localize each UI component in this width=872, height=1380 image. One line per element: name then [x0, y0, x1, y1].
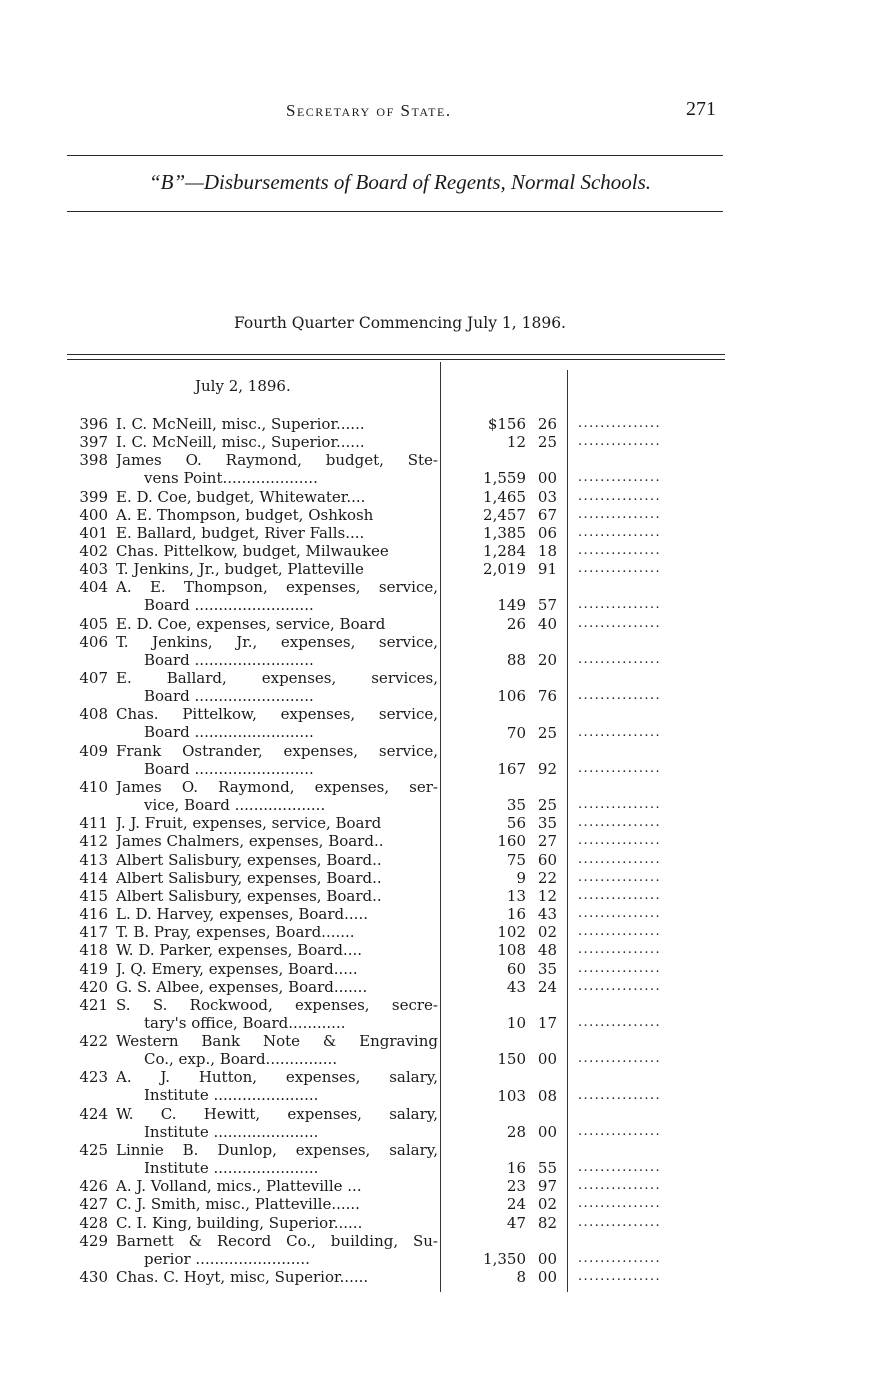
amount-cents: 00	[537, 1050, 557, 1069]
amount-dollars: 35	[506, 796, 526, 815]
voucher-number: 396	[79, 415, 108, 433]
quarter-heading: Fourth Quarter Commencing July 1, 1896.	[234, 314, 566, 332]
payee-description	[116, 669, 438, 705]
description-line: E. Ballard, expenses, services,	[116, 669, 438, 688]
payee-description	[116, 778, 438, 814]
description-line: I. C. McNeill, misc., Superior......	[116, 415, 365, 433]
amount-dollars: 160	[497, 832, 526, 851]
voucher-number: 416	[79, 905, 108, 924]
voucher-number: 422	[79, 1032, 108, 1051]
leader-dots: ...............	[578, 833, 661, 849]
amount-cents: 20	[537, 650, 557, 669]
payee-description	[116, 832, 438, 850]
voucher-number: 426	[79, 1177, 108, 1196]
description-line: S. S. Rockwood, expenses, secre-	[116, 995, 438, 1014]
column-divider-amount	[567, 370, 568, 1292]
description-line: J. J. Fruit, expenses, service, Board	[116, 814, 382, 833]
amount-cents: 02	[537, 1195, 557, 1214]
voucher-number: 404	[79, 578, 108, 597]
description-line: Chas. Pittelkow, expenses, service,	[116, 705, 438, 724]
amount-dollars: 16	[506, 905, 526, 924]
payee-description	[116, 1105, 438, 1141]
page-number: 271	[686, 98, 716, 120]
leader-dots: ...............	[578, 1214, 661, 1230]
payee-description	[116, 506, 438, 524]
amount-cents: 55	[537, 1159, 557, 1178]
leader-dots: ...............	[578, 815, 661, 831]
description-line: C. J. Smith, misc., Platteville......	[116, 1195, 360, 1214]
leader-dots: ...............	[578, 615, 661, 631]
payee-description	[116, 488, 438, 506]
payee-description	[116, 887, 438, 905]
leader-dots: ...............	[578, 1178, 661, 1194]
voucher-number: 410	[79, 778, 108, 796]
payee-description	[116, 923, 438, 941]
description-line: Albert Salisbury, expenses, Board..	[116, 850, 382, 869]
voucher-number: 402	[79, 542, 108, 561]
amount-dollars: 1,465	[483, 487, 526, 506]
description-line: James O. Raymond, expenses, ser-	[116, 778, 438, 796]
payee-description	[116, 560, 438, 578]
description-line: E. D. Coe, expenses, service, Board	[116, 614, 386, 633]
leader-dots: ...............	[578, 1123, 661, 1139]
payee-description	[116, 1177, 438, 1195]
payee-description	[116, 941, 438, 959]
voucher-number: 420	[79, 977, 108, 996]
amount-cents: 00	[537, 1268, 557, 1287]
leader-dots: ...............	[578, 924, 661, 940]
description-line: A. E. Thompson, expenses, service,	[116, 578, 438, 597]
voucher-number: 428	[79, 1213, 108, 1232]
voucher-number: 430	[79, 1268, 108, 1287]
voucher-number: 405	[79, 614, 108, 633]
leader-dots: ...............	[578, 416, 661, 431]
amount-dollars: 108	[497, 941, 526, 960]
amount-cents: 06	[537, 523, 557, 542]
amount-dollars: 75	[506, 850, 526, 869]
description-line: Board .........................	[144, 723, 314, 742]
rule-top	[67, 155, 723, 156]
description-line: vice, Board ...................	[144, 796, 326, 814]
amount-dollars: 1,559	[483, 469, 526, 488]
amount-dollars: 2,019	[483, 560, 526, 579]
description-line: E. D. Coe, budget, Whitewater....	[116, 487, 366, 506]
description-line: James O. Raymond, budget, Ste-	[116, 451, 438, 470]
amount-cents: 35	[537, 814, 557, 833]
amount-dollars: 56	[506, 814, 526, 833]
payee-description	[116, 542, 438, 560]
payee-description	[116, 705, 438, 741]
leader-dots: ...............	[578, 561, 661, 577]
description-line: G. S. Albee, expenses, Board.......	[116, 977, 368, 996]
amount-cents: 00	[537, 1249, 557, 1268]
amount-dollars: 102	[497, 923, 526, 942]
leader-dots: ...............	[578, 760, 661, 776]
table-title: “B”—Disbursements of Board of Regents, Normal Schools.	[148, 170, 652, 194]
amount-cents: 60	[537, 850, 557, 869]
amount-dollars: 88	[506, 650, 526, 669]
voucher-number: 427	[79, 1195, 108, 1214]
description-line: T. Jenkins, Jr., budget, Platteville	[116, 560, 364, 579]
payee-description	[116, 524, 438, 542]
leader-dots: ...............	[578, 488, 661, 504]
amount-cents: 18	[537, 542, 557, 561]
voucher-number: 421	[79, 995, 108, 1014]
voucher-number: 415	[79, 886, 108, 905]
double-rule-lower	[67, 359, 725, 360]
payee-description	[116, 1141, 438, 1177]
amount-cents: 02	[537, 923, 557, 942]
payee-description	[116, 451, 438, 487]
voucher-number: 429	[79, 1231, 108, 1250]
payee-description	[116, 1232, 438, 1268]
amount-cents: 24	[537, 977, 557, 996]
amount-cents: 97	[537, 1177, 557, 1196]
description-line: Chas. C. Hoyt, misc, Superior......	[116, 1268, 369, 1287]
amount-cents: 22	[537, 868, 557, 887]
amount-dollars: 8	[516, 1268, 526, 1287]
voucher-number: 406	[79, 632, 108, 651]
description-line: E. Ballard, budget, River Falls....	[116, 523, 365, 542]
description-line: Institute ......................	[144, 1159, 319, 1177]
payee-description	[116, 578, 438, 614]
payee-description	[116, 905, 438, 923]
amount-cents: 03	[537, 487, 557, 506]
voucher-number: 413	[79, 850, 108, 869]
payee-description	[116, 960, 438, 978]
payee-description	[116, 869, 438, 887]
payee-description	[116, 996, 438, 1032]
description-line: A. J. Volland, mics., Platteville ...	[116, 1177, 362, 1196]
amount-dollars: 149	[497, 596, 526, 615]
amount-dollars: 1,350	[483, 1249, 526, 1268]
amount-dollars: 1,284	[483, 542, 526, 561]
leader-dots: ...............	[578, 434, 661, 450]
leader-dots: ...............	[578, 851, 661, 867]
running-title: Secretary of State.	[286, 101, 452, 120]
amount-cents: 00	[537, 469, 557, 488]
amount-cents: 67	[537, 505, 557, 524]
description-line: I. C. McNeill, misc., Superior......	[116, 433, 365, 452]
amount-cents: 91	[537, 560, 557, 579]
date-heading: July 2, 1896.	[195, 377, 291, 395]
amount-dollars: 16	[506, 1159, 526, 1178]
leader-dots: ...............	[578, 1269, 661, 1285]
description-line: tary's office, Board............	[144, 1013, 346, 1032]
voucher-number: 403	[79, 560, 108, 579]
amount-cents: 43	[537, 905, 557, 924]
voucher-number: 401	[79, 523, 108, 542]
leader-dots: ...............	[578, 470, 661, 486]
running-head	[0, 98, 872, 127]
description-line: James Chalmers, expenses, Board..	[116, 832, 384, 851]
amount-dollars: 150	[497, 1050, 526, 1069]
payee-description	[116, 1195, 438, 1213]
description-line: Frank Ostrander, expenses, service,	[116, 741, 438, 760]
leader-dots: ...............	[578, 543, 661, 559]
amount-cents: 57	[537, 596, 557, 615]
description-line: T. B. Pray, expenses, Board.......	[116, 923, 355, 942]
leader-dots: ...............	[578, 688, 661, 704]
description-line: Board .........................	[144, 759, 314, 778]
description-line: Board .........................	[144, 596, 314, 615]
leader-dots: ...............	[578, 978, 661, 994]
amount-dollars: 2,457	[483, 505, 526, 524]
payee-description	[116, 814, 438, 832]
description-line: Albert Salisbury, expenses, Board..	[116, 868, 382, 887]
payee-description	[116, 851, 438, 869]
voucher-number: 418	[79, 941, 108, 960]
payee-description	[116, 742, 438, 778]
amount-cents: 00	[537, 1122, 557, 1141]
leader-dots: ...............	[578, 797, 661, 813]
leader-dots: ...............	[578, 960, 661, 976]
description-line: L. D. Harvey, expenses, Board.....	[116, 905, 368, 924]
payee-description	[116, 1268, 438, 1286]
amount-cents: 40	[537, 614, 557, 633]
double-rule-upper	[67, 354, 725, 355]
amount-dollars: 10	[506, 1013, 526, 1032]
amount-dollars: 28	[506, 1122, 526, 1141]
voucher-number: 398	[79, 451, 108, 470]
payee-description	[116, 1214, 438, 1232]
description-line: Albert Salisbury, expenses, Board..	[116, 886, 382, 905]
amount-dollars: 70	[506, 723, 526, 742]
amount-dollars: 43	[506, 977, 526, 996]
leader-dots: ...............	[578, 869, 661, 885]
amount-dollars: $156	[487, 415, 526, 433]
description-line: W. C. Hewitt, expenses, salary,	[116, 1104, 438, 1123]
leader-dots: ...............	[578, 906, 661, 922]
voucher-number: 414	[79, 868, 108, 887]
amount-cents: 48	[537, 941, 557, 960]
description-line: A. E. Thompson, budget, Oshkosh	[116, 505, 374, 524]
amount-dollars: 103	[497, 1086, 526, 1105]
description-line: Western Bank Note & Engraving	[116, 1032, 438, 1051]
voucher-number: 399	[79, 487, 108, 506]
description-line: Barnett & Record Co., building, Su-	[116, 1231, 438, 1250]
amount-dollars: 47	[506, 1213, 526, 1232]
amount-cents: 92	[537, 759, 557, 778]
description-line: W. D. Parker, expenses, Board....	[116, 941, 363, 960]
leader-dots: ...............	[578, 1250, 661, 1266]
amount-cents: 35	[537, 959, 557, 978]
description-line: Institute ......................	[144, 1086, 319, 1105]
voucher-number: 423	[79, 1068, 108, 1087]
leader-dots: ...............	[578, 506, 661, 522]
amount-cents: 08	[537, 1086, 557, 1105]
leader-dots: ...............	[578, 524, 661, 540]
voucher-number: 397	[79, 433, 108, 452]
amount-cents: 76	[537, 687, 557, 706]
leader-dots: ...............	[578, 887, 661, 903]
amount-dollars: 167	[497, 759, 526, 778]
amount-cents: 25	[537, 796, 557, 815]
description-line: vens Point....................	[144, 469, 318, 488]
payee-description	[116, 978, 438, 996]
amount-cents: 17	[537, 1013, 557, 1032]
leader-dots: ...............	[578, 1160, 661, 1176]
amount-dollars: 24	[506, 1195, 526, 1214]
leader-dots: ...............	[578, 1014, 661, 1030]
rule-below-title	[67, 211, 723, 212]
leader-dots: ...............	[578, 1087, 661, 1103]
voucher-number: 411	[79, 814, 108, 833]
amount-cents: 82	[537, 1213, 557, 1232]
amount-dollars: 23	[506, 1177, 526, 1196]
payee-description	[116, 415, 438, 433]
voucher-number: 425	[79, 1141, 108, 1159]
description-line: A. J. Hutton, expenses, salary,	[116, 1068, 438, 1087]
description-line: J. Q. Emery, expenses, Board.....	[116, 959, 358, 978]
amount-dollars: 1,385	[483, 523, 526, 542]
description-line: Linnie B. Dunlop, expenses, salary,	[116, 1141, 438, 1159]
payee-description	[116, 433, 438, 451]
description-line: Board .........................	[144, 650, 314, 669]
description-line: Co., exp., Board...............	[144, 1050, 338, 1069]
payee-description	[116, 633, 438, 669]
voucher-number: 409	[79, 741, 108, 760]
leader-dots: ...............	[578, 1196, 661, 1212]
description-line: Chas. Pittelkow, budget, Milwaukee	[116, 542, 389, 561]
payee-description	[116, 615, 438, 633]
description-line: C. I. King, building, Superior......	[116, 1213, 363, 1232]
payee-description	[116, 1032, 438, 1068]
amount-dollars: 26	[506, 614, 526, 633]
amount-dollars: 9	[516, 868, 526, 887]
amount-cents: 27	[537, 832, 557, 851]
payee-description	[116, 1068, 438, 1104]
voucher-number: 412	[79, 832, 108, 851]
voucher-number: 424	[79, 1104, 108, 1123]
voucher-number: 400	[79, 505, 108, 524]
amount-dollars: 12	[506, 433, 526, 452]
leader-dots: ...............	[578, 651, 661, 667]
amount-dollars: 60	[506, 959, 526, 978]
description-line: Institute ......................	[144, 1122, 319, 1141]
voucher-number: 417	[79, 923, 108, 942]
description-line: T. Jenkins, Jr., expenses, service,	[116, 632, 438, 651]
leader-dots: ...............	[578, 1051, 661, 1067]
voucher-number: 419	[79, 959, 108, 978]
amount-dollars: 13	[506, 886, 526, 905]
leader-dots: ...............	[578, 942, 661, 958]
amount-cents: 26	[537, 415, 557, 433]
amount-cents: 12	[537, 886, 557, 905]
description-line: Board .........................	[144, 687, 314, 706]
description-line: perior ........................	[144, 1249, 310, 1268]
amount-cents: 25	[537, 433, 557, 452]
voucher-number: 407	[79, 669, 108, 688]
amount-cents: 25	[537, 723, 557, 742]
amount-dollars: 106	[497, 687, 526, 706]
leader-dots: ...............	[578, 597, 661, 613]
leader-dots: ...............	[578, 724, 661, 740]
voucher-number: 408	[79, 705, 108, 724]
